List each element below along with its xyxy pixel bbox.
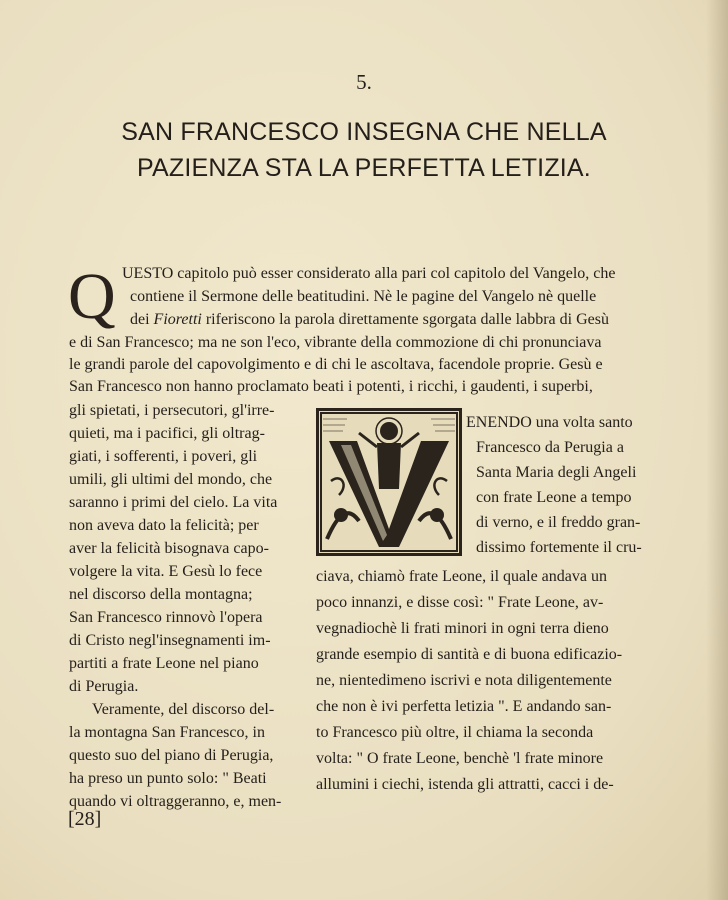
right-column-line: to Francesco più oltre, il chiama la seconda (316, 724, 594, 741)
right-column-line: ENENDO una volta santo (466, 414, 633, 431)
chapter-title-line: PAZIENZA STA LA PERFETTA LETIZIA. (137, 154, 591, 182)
right-column-line: dissimo fortemente il cru- (476, 539, 642, 556)
left-column-line: quieti, ma i pacifici, gli oltrag- (69, 425, 265, 442)
left-column-line: quando vi oltraggeranno, e, men- (69, 793, 282, 810)
right-column-line: ne, nientedimeno iscrivi e nota diligentemente (316, 672, 612, 689)
left-column-line: volgere la vita. E Gesù lo fece (69, 563, 263, 580)
left-column-line: nel discorso della montagna; (69, 586, 253, 603)
right-column-line: di verno, e il freddo gran- (476, 514, 641, 531)
right-column-line: vegnadiochè li frati minori in ogni terra dieno (316, 620, 609, 637)
left-column-line: aver la felicità bisognava capo- (69, 540, 269, 557)
intro-line: UESTO capitolo può esser considerato alla pari col capitolo del Vangelo, che (122, 265, 616, 282)
left-column-line: giati, i sofferenti, i poveri, gli (69, 448, 258, 465)
woodcut-initial-v-icon (319, 411, 459, 553)
left-column-line: saranno i primi del cielo. La vita (69, 494, 278, 511)
right-column-line: che non è ivi perfetta letizia ". E andando san- (316, 698, 612, 715)
right-column-line: grande esempio di santità e di buona edificazio- (316, 646, 623, 663)
woodcut-illustration (316, 408, 462, 556)
page-edge-shadow (706, 0, 728, 900)
intro-line: contiene il Sermone delle beatitudini. Nè le pagine del Vangelo nè quelle (130, 288, 597, 305)
right-column-line: ciava, chiamò frate Leone, il quale andava un (316, 568, 607, 585)
right-column-line: con frate Leone a tempo (476, 489, 632, 506)
left-column-line: gli spietati, i persecutori, gl'irre- (69, 402, 275, 419)
left-column-line: partiti a frate Leone nel piano (69, 655, 259, 672)
right-column-line: poco innanzi, e disse così: " Frate Leone, av- (316, 594, 604, 611)
left-column-line: ha preso un punto solo: " Beati (69, 770, 267, 787)
left-column-line: di Perugia. (69, 678, 139, 695)
chapter-title (50, 114, 678, 186)
intro-line: le grandi parole del capovolgimento e di chi le ascoltava, facendole proprie. Gesù e (69, 356, 603, 373)
book-title-italic: Fioretti (153, 311, 202, 328)
page-number: [28] (68, 808, 102, 830)
intro-line: San Francesco non hanno proclamato beati i potenti, i ricchi, i gaudenti, i superbi, (69, 378, 593, 395)
intro-line: e di San Francesco; ma ne son l'eco, vibrante della commozione di chi pronunciava (69, 334, 602, 351)
chapter-number: 5. (356, 70, 372, 94)
intro-line: dei Fioretti riferiscono la parola direttamente sgorgata dalle labbra di Gesù (130, 311, 609, 328)
right-column-line: Santa Maria degli Angeli (476, 464, 637, 481)
right-column-line: volta: " O frate Leone, benchè 'l frate minore (316, 750, 604, 767)
left-column-line: questo suo del piano di Perugia, (69, 747, 274, 764)
left-column-line: umili, gli ultimi del mondo, che (69, 471, 273, 488)
left-column-line: San Francesco rinnovò l'opera (69, 609, 263, 626)
left-column-line: Veramente, del discorso del- (92, 701, 275, 718)
drop-cap: Q (68, 260, 116, 333)
left-column-line: non aveva dato la felicità; per (69, 517, 259, 534)
left-column-line: di Cristo negl'insegnamenti im- (69, 632, 271, 649)
left-column-line: la montagna San Francesco, in (69, 724, 265, 741)
chapter-title-line: SAN FRANCESCO INSEGNA CHE NELLA (121, 118, 607, 146)
right-column-line: Francesco da Perugia a (476, 439, 624, 456)
right-column-line: allumini i ciechi, istenda gli attratti, cacci i de- (316, 776, 614, 793)
